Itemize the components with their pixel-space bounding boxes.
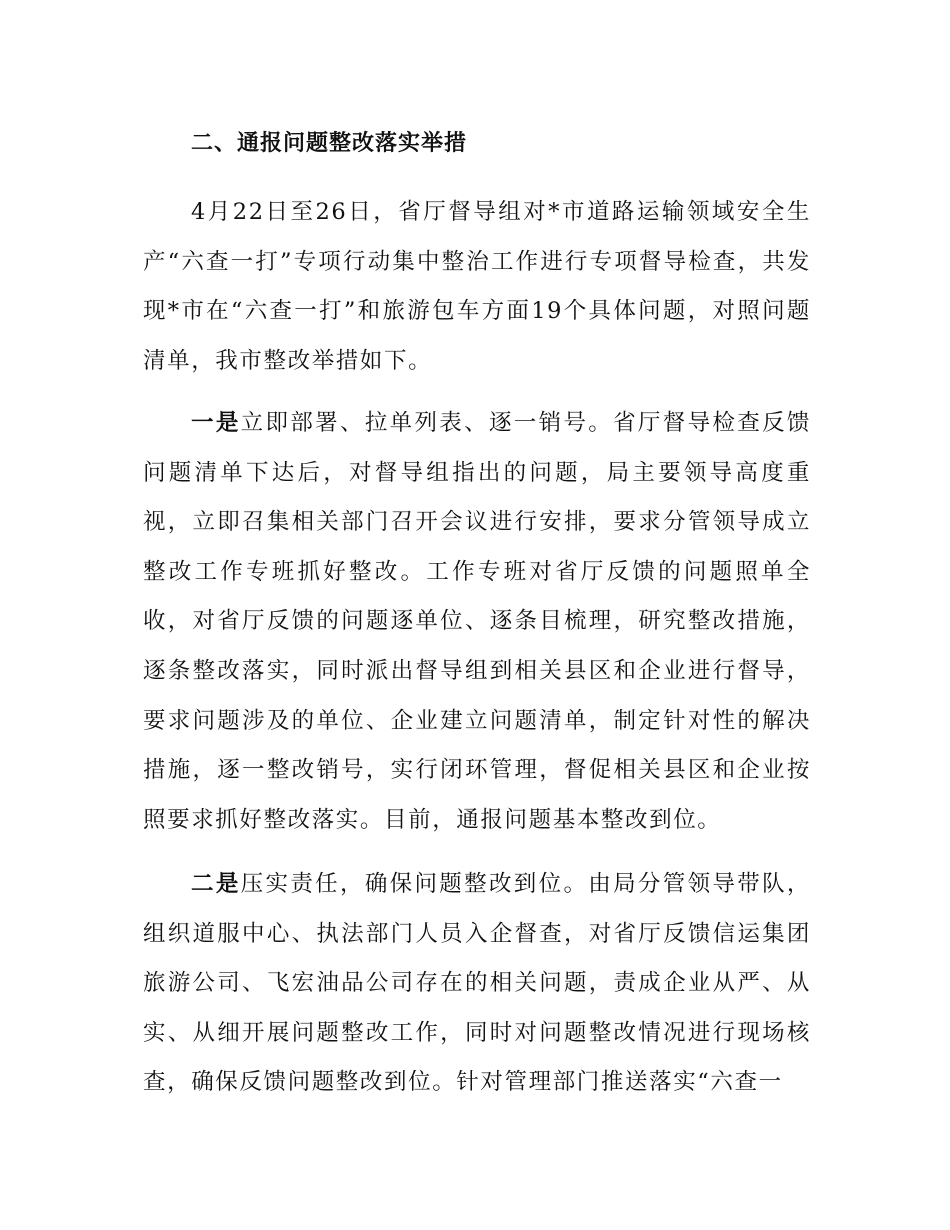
paragraph-text: 立即部署、拉单列表、逐一销号。省厅督导检查反馈问题清单下达后，对督导组指出的问题，局主要领导高度重视，立即召集相关部门召开会议进行安排，要求分管领导成立整改工作专班抓好整改。工作专班对省厅反馈的问题照单全收，对省厅反馈的问题逐单位、逐条目梳理，研究整改措施，逐条整改落实，同时派出督导组到相关县区和企业进行督导，要求问题涉及的单位、企业建立问题清单，制定针对性的解决措施，逐一整改销号，实行闭环管理，督促相关县区和企业按照要求抓好整改落实。目前，通报问题基本整改到位。 [143, 410, 812, 833]
paragraph-lead: 一是 [191, 410, 241, 436]
paragraph-measure-two [143, 860, 811, 1108]
section-heading: 二、通报问题整改落实举措 [191, 131, 468, 156]
paragraph-lead: 二是 [191, 871, 241, 897]
paragraph-text: 4月22日至26日，省厅督导组对*市道路运输领域安全生产“六查一打”专项行动集中整治工作进行专项督导检查，共发现*市在“六查一打”和旅游包车方面19个具体问题，对照问题清单，我市整改举措如下。 [143, 199, 811, 374]
paragraph-text: 压实责任，确保问题整改到位。由局分管领导带队，组织道服中心、执法部门人员入企督查，对省厅反馈信运集团旅游公司、飞宏油品公司存在的相关问题，责成企业从严、从实、从细开展问题整改工作，同时对问题整改情况进行现场核查，确保反馈问题整改到位。针对管理部门推送落实“六查一 [143, 871, 812, 1096]
paragraph-measure-one [143, 399, 811, 845]
paragraph-intro [143, 188, 811, 386]
